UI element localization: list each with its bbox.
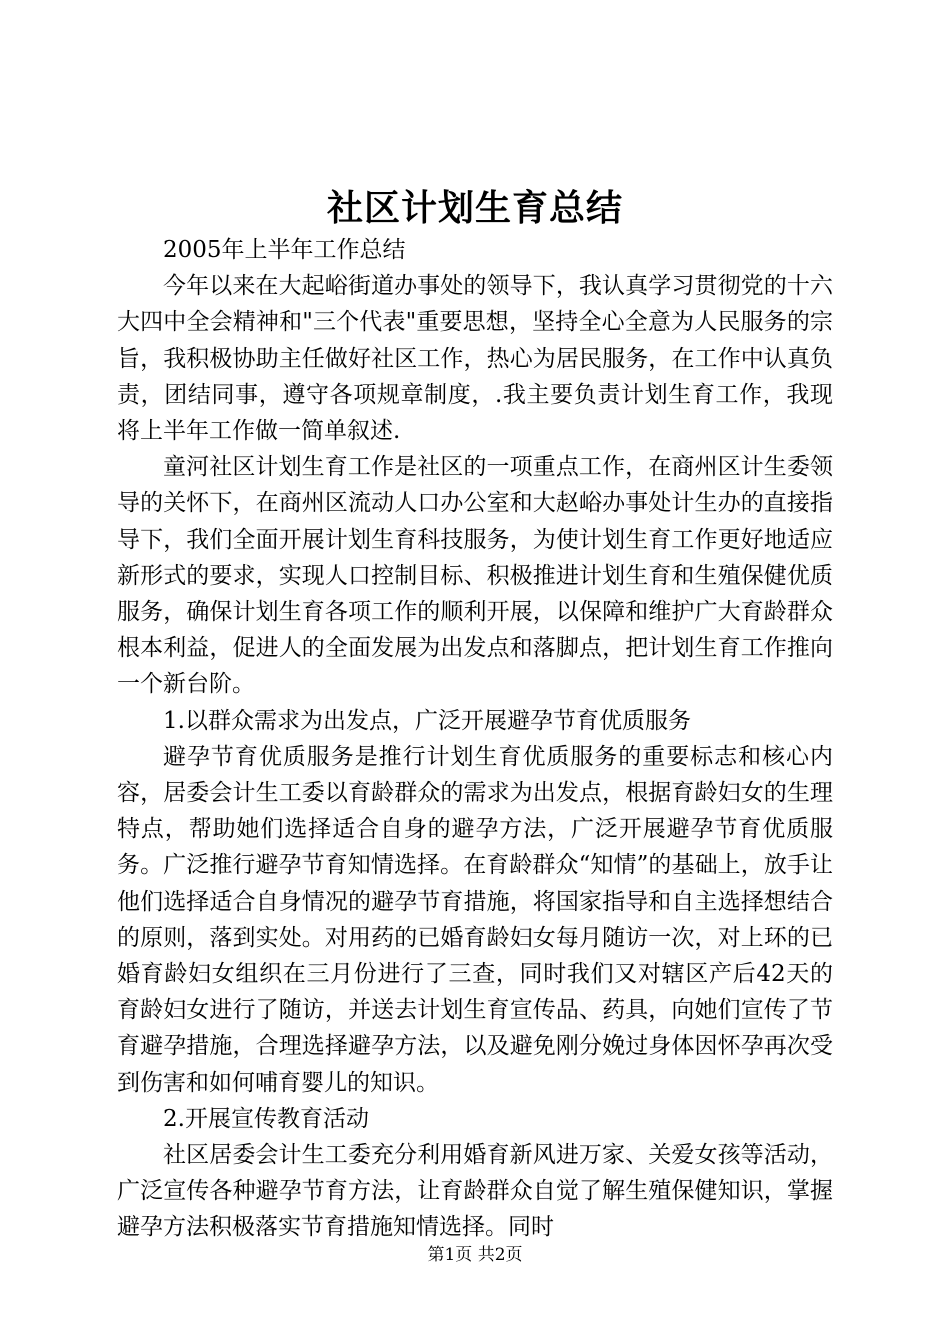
section-paragraph-1: 避孕节育优质服务是推行计划生育优质服务的重要标志和核心内容，居委会计生工委以育龄群众的需求为出发点，根据育龄妇女的生理特点，帮助她们选择适合自身的避孕方法，广泛开展避孕节育优质服务。广泛推行避孕节育知情选择。在育龄群众“知情”的基础上，放手让他们选择适合自身情况的避孕节育措施，将国家指导和自主选择想结合的原则，落到实处。对用药的已婚育龄妇女每月随访一次，对上环的已婚育龄妇女组织在三月份进行了三查，同时我们又对辖区产后42天的育龄妇女进行了随访，并送去计划生育宣传品、药具，向她们宣传了节育避孕措施，合理选择避孕方法，以及避免刚分娩过身体因怀孕再次受到伤害和如何哺育婴儿的知识。 (117, 743, 833, 1096)
page-footer: 第1页 共2页 (427, 1245, 523, 1265)
paragraph-overview: 童河社区计划生育工作是社区的一项重点工作，在商州区计生委领导的关怀下，在商州区流动人口办公室和大赵峪办事处计生办的直接指导下，我们全面开展计划生育科技服务，为使计划生育工作更好地适应新形式的要求，实现人口控制目标、积极推进计划生育和生殖保健优质服务，确保计划生育各项工作的顺利开展，以保障和维护广大育龄群众根本利益，促进人的全面发展为出发点和落脚点，把计划生育工作推向一个新台阶。 (117, 454, 833, 698)
section-heading-2: 2.开展宣传教育活动 (163, 1105, 369, 1132)
paragraph-intro: 今年以来在大起峪街道办事处的领导下，我认真学习贯彻党的十六大四中全会精神和"三个代表"重要思想，坚持全心全意为人民服务的宗旨，我积极协助主任做好社区工作，热心为居民服务，在工作中认真负责，团结同事，遵守各项规章制度，.我主要负责计划生育工作，我现将上半年工作做一简单叙述. (117, 273, 833, 445)
subtitle: 2005年上半年工作总结 (163, 237, 406, 263)
section-paragraph-2: 社区居委会计生工委充分利用婚育新风进万家、关爱女孩等活动，广泛宣传各种避孕节育方法，让育龄群众自觉了解生殖保健知识，掌握避孕方法积极落实节育措施知情选择。同时 (117, 1142, 833, 1241)
section-heading-1: 1.以群众需求为出发点，广泛开展避孕节育优质服务 (163, 707, 691, 734)
document-title: 社区计划生育总结 (326, 187, 623, 229)
document-body (117, 232, 833, 1246)
